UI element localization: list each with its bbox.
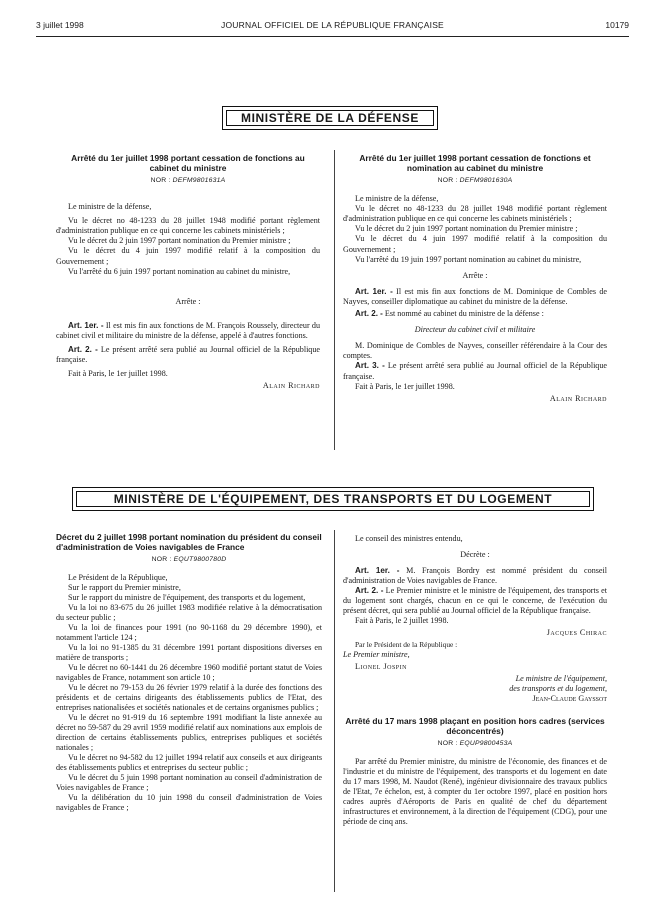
visa: Vu l'arrêté du 19 juin 1997 portant nomination au cabinet du ministre, xyxy=(355,254,582,264)
fait-a-paris: Fait à Paris, le 1er juillet 1998. xyxy=(68,369,168,379)
fait-a-paris: Fait à Paris, le 1er juillet 1998. xyxy=(355,381,455,391)
column-divider-defense xyxy=(334,150,335,450)
arrete-defense-left xyxy=(56,153,320,393)
signature-premier-ministre: Lionel Jospin xyxy=(355,662,407,671)
visa: Vu le décret du 2 juin 1997 portant nomination du Premier ministre ; xyxy=(355,224,578,234)
visa: Vu le décret du 5 juin 1998 portant nomination au conseil d'administration de Voies navigables de France ; xyxy=(56,773,322,792)
nor-reference: NOR : EQUT9800780D xyxy=(151,556,227,563)
article-2: Art. 2. - Le Premier ministre et le ministre de l'équipement, des transports et du logement sont chargés, chacun en ce qui le concerne, de l'exécution du présent décret, qui sera publié au Journal officiel de la République française. xyxy=(343,586,607,615)
visa: Vu le décret du 4 juin 1997 modifié relatif à la composition du Gouvernement ; xyxy=(56,246,320,266)
preamble: Le ministre de la défense, xyxy=(68,202,152,212)
par-le-president: Par le Président de la République : xyxy=(355,640,458,649)
article-2: Art. 2. - Le présent arrêté sera publié au Journal officiel de la République française. xyxy=(56,345,320,365)
header-journal-title: JOURNAL OFFICIEL DE LA RÉPUBLIQUE FRANÇAISE xyxy=(221,20,444,30)
arrete-title: Arrêté du 17 mars 1998 plaçant en position hors cadres (services déconcentrés) xyxy=(345,716,605,736)
nomination: M. Dominique de Combles de Nayves, conseiller référendaire à la Cour des comptes. xyxy=(343,341,607,361)
decret-equipement-right xyxy=(343,534,607,827)
arrete-label: Arrête : xyxy=(462,270,488,280)
premier-ministre-label: Le Premier ministre, xyxy=(343,650,410,659)
visa: Vu l'arrêté du 6 juin 1997 portant nomination au cabinet du ministre, xyxy=(68,266,291,276)
header-page-number: 10179 xyxy=(605,20,629,30)
nor-reference: NOR : EQUP9800453A xyxy=(437,740,513,747)
ministre-label: Le ministre de l'équipement, xyxy=(515,674,607,683)
nor-reference: NOR : DEFM9801631A xyxy=(150,177,226,184)
ministre-signature-block xyxy=(343,674,607,704)
signature: Alain Richard xyxy=(549,393,607,403)
visa: Vu le décret no 91-919 du 16 septembre 1991 modifiant la liste annexée au décret no 59-587 du 29 avril 1959 modifié relatif aux nominations aux emplois de direction de certains établissements publics, entreprises publiques et sociétés nationales ; xyxy=(56,713,322,752)
header-rule xyxy=(36,36,629,37)
ministre-label: des transports et du logement, xyxy=(509,684,607,693)
arrete-title: Arrêté du 1er juillet 1998 portant cessation de fonctions et nomination au cabinet du ministre xyxy=(359,153,591,173)
decret-title: Décret du 2 juillet 1998 portant nomination du président du conseil d'administration de Voies navigables de France xyxy=(56,532,322,552)
visa: Sur le rapport du ministre de l'équipement, des transports et du logement, xyxy=(68,593,306,602)
visa: Vu le décret no 94-582 du 12 juillet 1994 relatif aux conseils et aux dirigeants des établissements publics et entreprises du secteur public ; xyxy=(56,753,322,772)
visa: Vu la loi de finances pour 1991 (no 90-1168 du 29 décembre 1990), et notamment l'article 124 ; xyxy=(56,623,322,642)
preamble: Le ministre de la défense, xyxy=(355,194,439,204)
visa: Vu la délibération du 10 juin 1998 du conseil d'administration de Voies navigables de France ; xyxy=(56,793,322,812)
decrete-label: Décrète : xyxy=(460,550,490,559)
nor-reference: NOR : DEFM9801630A xyxy=(437,177,513,184)
column-divider-equipement xyxy=(334,530,335,892)
visa: Vu le décret du 4 juin 1997 modifié relatif à la composition du Gouvernement ; xyxy=(343,234,607,254)
fait-a-paris: Fait à Paris, le 2 juillet 1998. xyxy=(355,616,449,625)
visa: Vu le décret no 60-1441 du 26 décembre 1960 modifié portant statut de Voies navigables de France, notamment son article 10 ; xyxy=(56,663,322,682)
header-date: 3 juillet 1998 xyxy=(36,20,84,30)
conseil-entendu: Le conseil des ministres entendu, xyxy=(355,534,463,543)
visa: Le Président de la République, xyxy=(68,573,168,582)
running-header xyxy=(36,20,629,34)
article-1: Art. 1er. - Il est mis fin aux fonctions de M. Dominique de Combles de Nayves, conseiller diplomatique au cabinet du ministre de la défense. xyxy=(343,286,607,306)
arrete-title: Arrêté du 1er juillet 1998 portant cessation de fonctions au cabinet du ministre xyxy=(71,153,305,173)
visa: Vu la loi no 83-675 du 26 juillet 1983 modifiée relative à la démocratisation du secteur public ; xyxy=(56,603,322,622)
visa: Vu le décret du 2 juin 1997 portant nomination du Premier ministre ; xyxy=(68,236,291,246)
visa: Vu le décret no 48-1233 du 28 juillet 1948 modifié portant règlement d'administration publique en ce qui concerne les cabinets ministériels ; xyxy=(56,216,320,236)
arrete-body: Par arrêté du Premier ministre, du ministre de l'économie, des finances et de l'industrie et du ministre de l'équipement, des transports et du logement en date du 17 mars 1998, M. Naudot (René), ingénieur divisionnaire des travaux publics de l'Etat, 7e échelon, est, à compter du 1er octobre 1997, placé en position hors cadres auprès d'Aéroports de Paris en qualité de chef du département infrastructures et environnement, à la direction de l'équipement (CDG), pour une période de cinq ans. xyxy=(343,757,607,826)
visa: Vu la loi no 91-1385 du 31 décembre 1991 portant dispositions diverses en matière de transports ; xyxy=(56,643,322,662)
visa: Sur le rapport du Premier ministre, xyxy=(68,583,181,592)
arrete-defense-right xyxy=(343,153,607,406)
visa: Vu le décret no 48-1233 du 28 juillet 1948 modifié portant règlement d'administration publique en ce qui concerne les cabinets ministériels ; xyxy=(343,204,607,224)
article-1: Art. 1er. - M. François Bordry est nommé président du conseil d'administration de Voies navigables de France. xyxy=(343,566,607,585)
ministry-heading-defense: MINISTÈRE DE LA DÉFENSE xyxy=(222,106,438,130)
signature: Alain Richard xyxy=(262,381,320,391)
ministry-heading-equipement: MINISTÈRE DE L'ÉQUIPEMENT, DES TRANSPORTS ET DU LOGEMENT xyxy=(72,487,594,511)
article-2: Art. 2. - Est nommé au cabinet du ministre de la défense : xyxy=(355,309,544,319)
signature-president: Jacques Chirac xyxy=(546,628,607,637)
directeur-heading: Directeur du cabinet civil et militaire xyxy=(414,325,536,335)
article-3: Art. 3. - Le présent arrêté sera publié au Journal officiel de la République française. xyxy=(343,361,607,381)
decret-equipement-left xyxy=(56,532,322,813)
article-1: Art. 1er. - Il est mis fin aux fonctions de M. François Roussely, directeur du cabinet civil et militaire du ministre de la défense, appelé à d'autres fonctions. xyxy=(56,320,320,340)
arrete-label: Arrête : xyxy=(175,296,201,306)
signature-ministre: Jean-Claude Gayssot xyxy=(532,694,607,703)
visa: Vu le décret no 79-153 du 26 février 1979 relatif à la durée des fonctions des présidents et de certains dirigeants des établissements publics de l'Etat, des entreprises nationalisées et sociétés nationales et de certains organismes publics ; xyxy=(56,683,322,712)
